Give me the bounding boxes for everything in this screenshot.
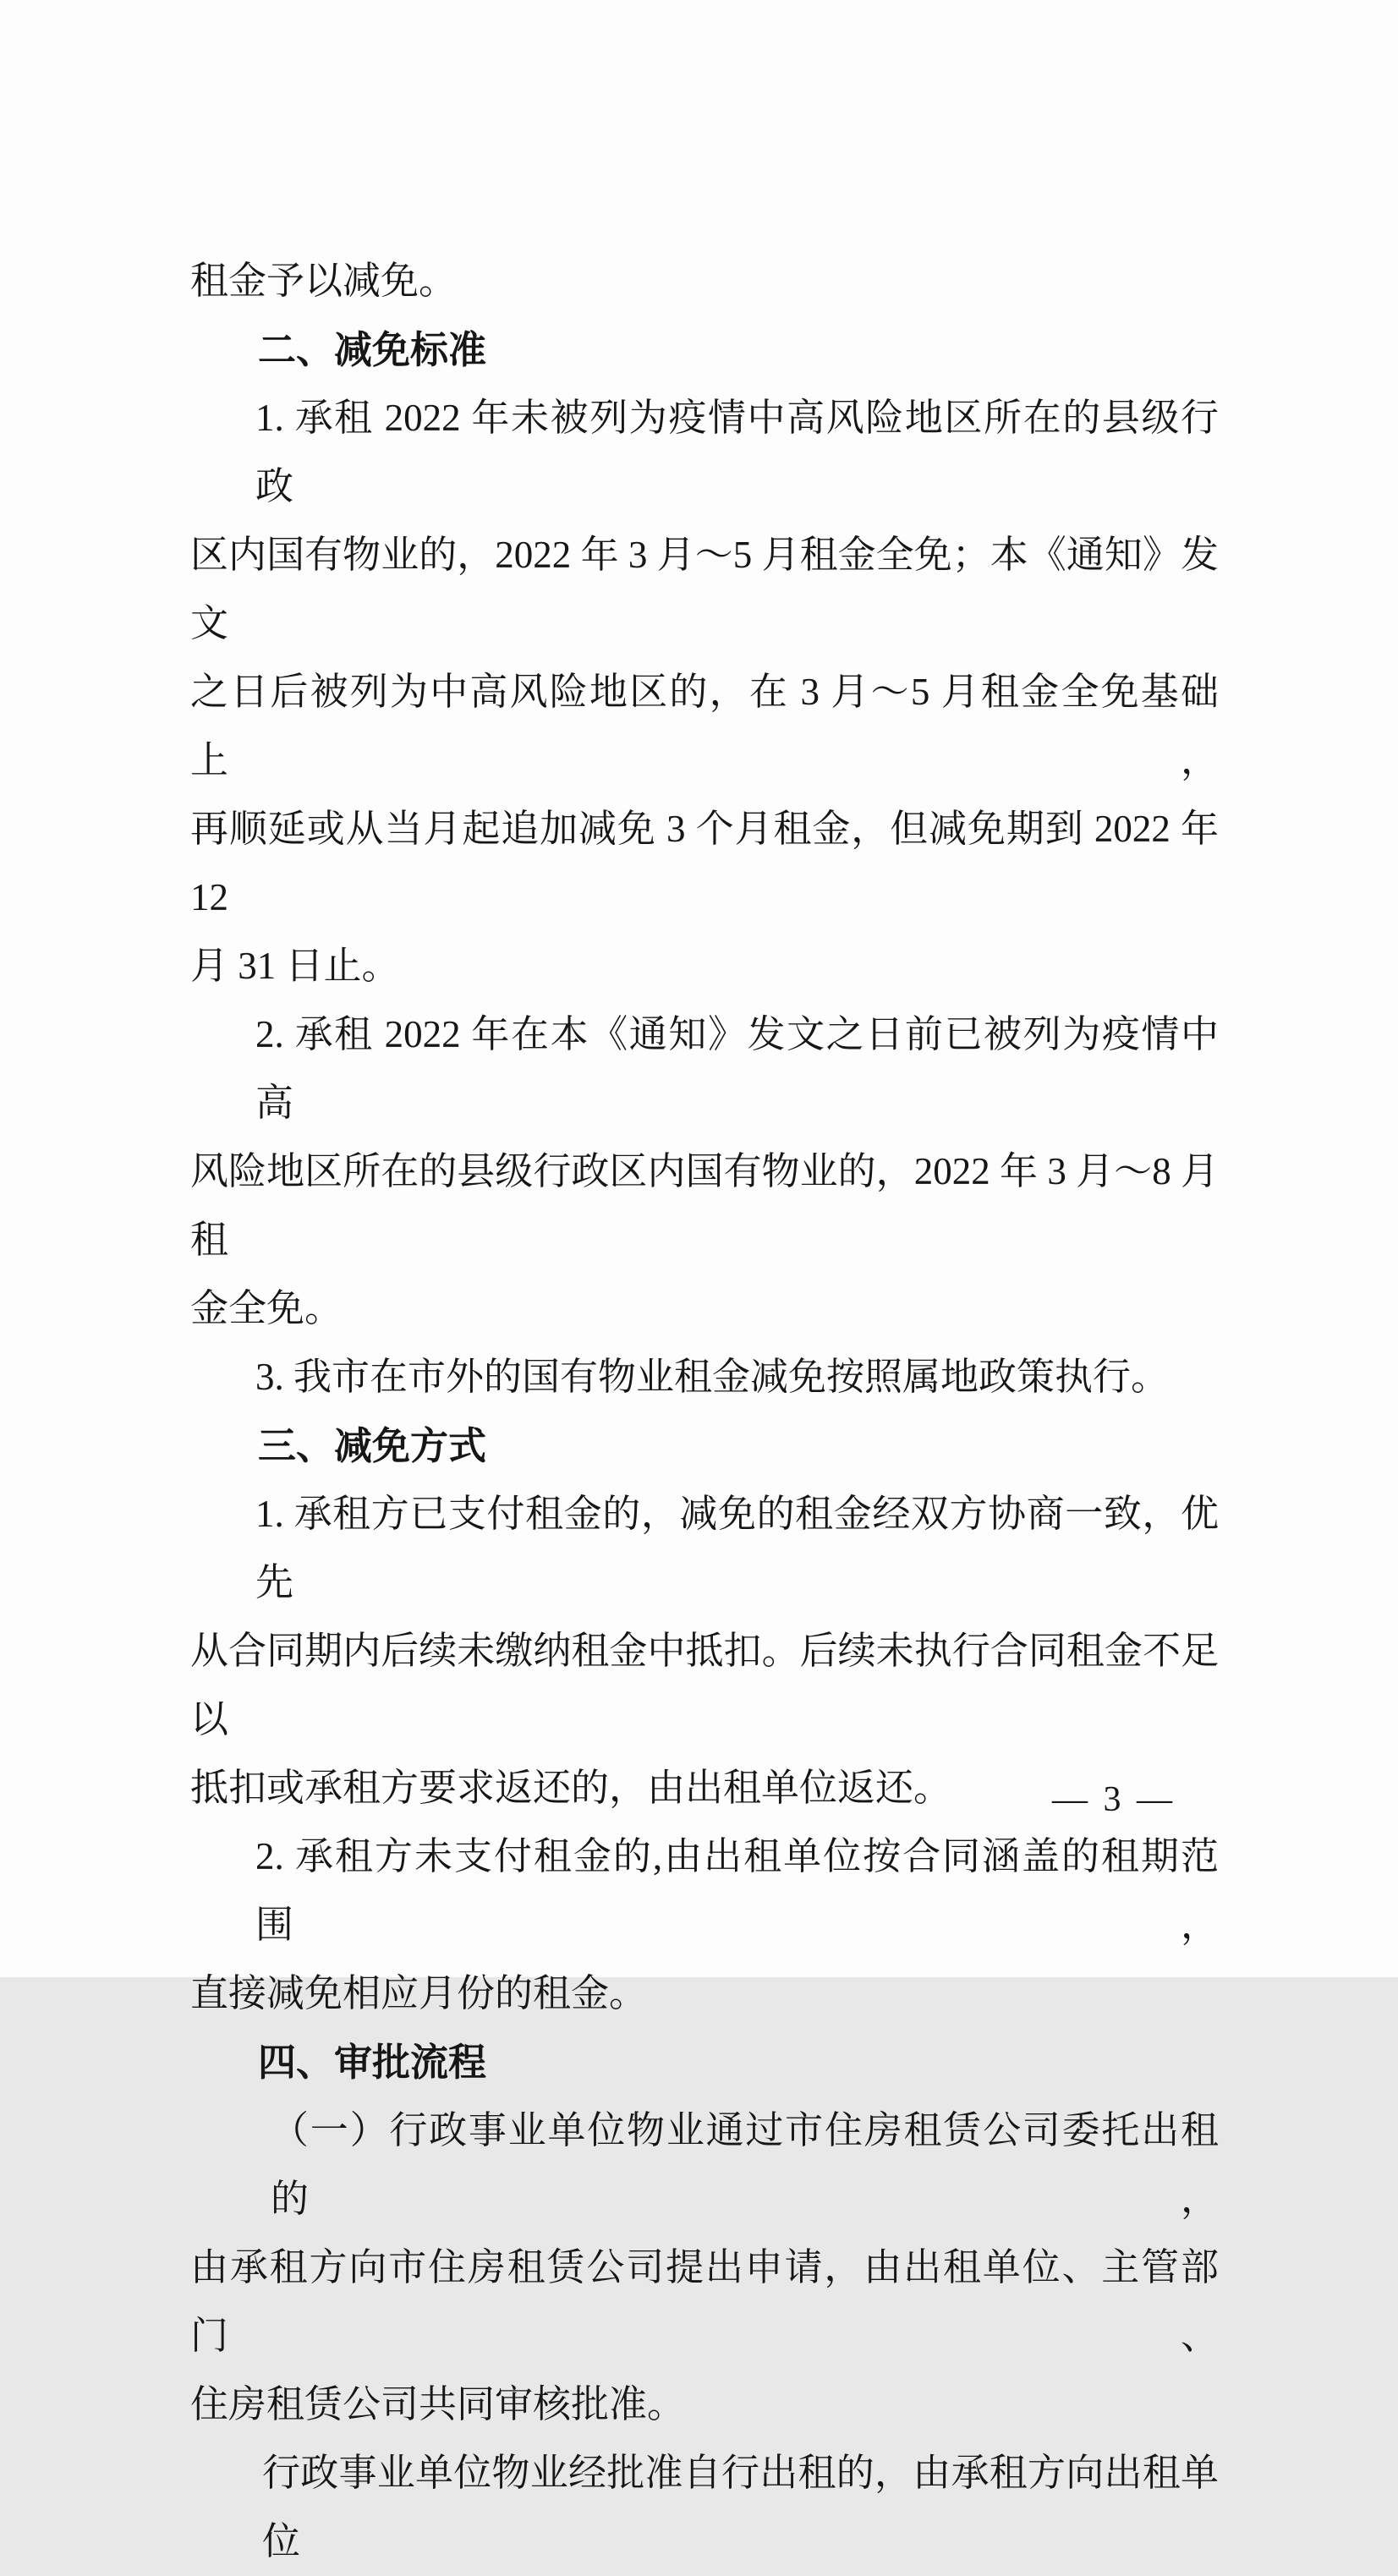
page-number: — 3 — xyxy=(1052,1780,1176,1819)
document-line: 之日后被列为中高风险地区的，在 3 月～5 月租金全免基础上， xyxy=(190,671,1219,781)
section-heading-text: 三、减免方式 xyxy=(258,1424,487,1467)
paragraph xyxy=(190,247,1219,315)
document-line: 租金予以减免。 xyxy=(190,260,458,302)
section-heading xyxy=(190,2028,1219,2096)
document-line: 3. 我市在市外的国有物业租金减免按照属地政策执行。 xyxy=(255,1356,1170,1398)
document-line: 再顺延或从当月起追加减免 3 个月租金，但减免期到 2022 年 12 xyxy=(190,808,1219,918)
document-line: 月 31 日止。 xyxy=(190,945,400,987)
document-line: 区内国有物业的，2022 年 3 月～5 月租金全免；本《通知》发文 xyxy=(190,534,1219,644)
section-heading-text: 二、减免标准 xyxy=(258,328,487,371)
document-line: 2. 承租方未支付租金的,由出租单位按合同涵盖的租期范围， xyxy=(255,1835,1219,1946)
paragraph xyxy=(190,384,1219,1000)
section-heading xyxy=(190,315,1219,384)
paragraph xyxy=(190,1000,1219,1343)
document-line: 住房租赁公司共同审核批准。 xyxy=(190,2383,686,2425)
section-heading xyxy=(190,1411,1219,1480)
document-line: 1. 承租 2022 年未被列为疫情中高风险地区所在的县级行政 xyxy=(255,397,1219,507)
document-line: 2. 承租 2022 年在本《通知》发文之日前已被列为疫情中高 xyxy=(255,1013,1219,1124)
section-heading-text: 四、审批流程 xyxy=(258,2041,487,2084)
document-body xyxy=(190,247,1219,2576)
document-line: 抵扣或承租方要求返还的，由出租单位返还。 xyxy=(190,1767,952,1809)
document-line: 从合同期内后续未缴纳租金中抵扣。后续未执行合同租金不足以 xyxy=(190,1630,1219,1740)
document-line: （一）行政事业单位物业通过市住房租赁公司委托出租的， xyxy=(271,2109,1219,2220)
paragraph xyxy=(190,1822,1219,2028)
paragraph xyxy=(190,1343,1219,1411)
document-line: 1. 承租方已支付租金的，减免的租金经双方协商一致，优先 xyxy=(255,1493,1219,1603)
paragraph xyxy=(190,1480,1219,1822)
document-line: 直接减免相应月份的租金。 xyxy=(190,1972,648,2014)
document-line: 由承租方向市住房租赁公司提出申请，由出租单位、主管部门、 xyxy=(190,2246,1219,2357)
paragraph xyxy=(190,2096,1219,2439)
document-line: 风险地区所在的县级行政区内国有物业的，2022 年 3 月～8 月租 xyxy=(190,1150,1219,1261)
document-line: 行政事业单位物业经批准自行出租的，由承租方向出租单位 xyxy=(262,2452,1219,2562)
paragraph xyxy=(190,2439,1219,2576)
document-line: 金全免。 xyxy=(190,1287,343,1329)
